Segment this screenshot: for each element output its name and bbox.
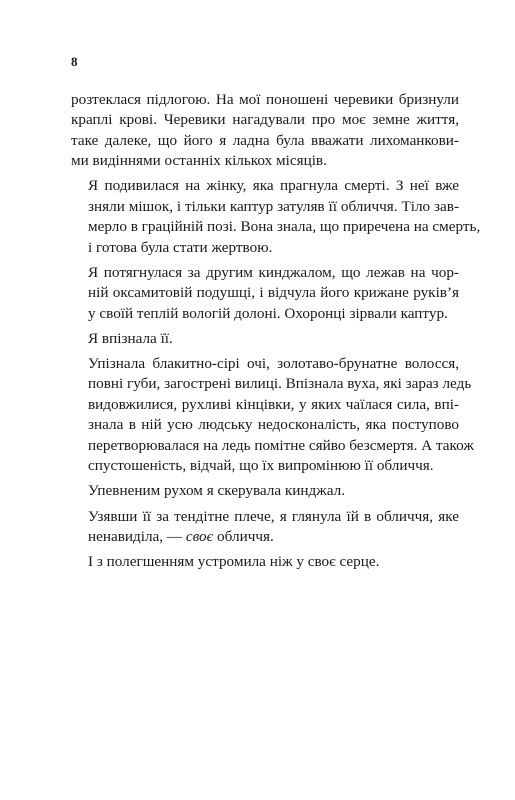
emphasis-word: своє [185, 527, 214, 545]
paragraph [71, 481, 459, 501]
paragraph [71, 263, 459, 324]
text-line: мерло в граційній позі. Вона знала, що приречена на смерть, [88, 218, 481, 236]
text-line: таке далеке, що його я ладна була вважати лихоманкови- [71, 131, 459, 149]
paragraph [71, 354, 474, 476]
text-line: Упевненим рухом я скерувала кинджал. [88, 482, 346, 500]
text-line: видовжилися, рухливі кінцівки, у яких чаїлася сила, впі- [88, 395, 459, 413]
paragraph [71, 507, 459, 548]
text-line: І з полегшенням устромила ніж у своє серце. [88, 553, 380, 571]
text-line: зняли мішок, і тільки каптур затуляв її обличчя. Тіло зав- [88, 197, 459, 215]
text-line: повні губи, загострені вилиці. Впізнала вуха, які зараз ледь [88, 375, 472, 393]
text-fragment: обличчя. [213, 527, 274, 545]
text-line: розтеклася підлогою. На мої поношені черевики бризнули [71, 91, 459, 108]
text-fragment: ненавиділа, — [88, 527, 186, 545]
text-line: спустошеність, відчай, що їх випромінюю її обличчя. [88, 457, 434, 475]
text-line [71, 527, 459, 547]
text-line: Упізнала блакитно-сірі очі, золотаво-брунатне волосся, [88, 355, 459, 373]
text-line: Я подивилася на жінку, яка прагнула смерті. З неї вже [88, 177, 459, 195]
text-line: перетворювалася на ледь помітне сяйво безсмертя. А також [88, 436, 474, 454]
text-line: Я впізнала її. [88, 329, 173, 347]
text-line: Узявши її за тендітне плече, я глянула їй в обличчя, яке [88, 507, 459, 525]
text-line: у своїй теплій вологій долоні. Охоронці зірвали каптур. [88, 304, 448, 322]
paragraph [71, 329, 459, 349]
page-number: 8 [71, 54, 78, 69]
text-line: і готова була стати жертвою. [88, 238, 273, 256]
text-line: ній оксамитовій подушці, і відчула його крижане руків’я [88, 284, 459, 302]
paragraph [71, 176, 481, 258]
paragraph [71, 90, 459, 172]
body-text [71, 90, 481, 577]
text-line: Я потягнулася за другим кинджалом, що лежав на чор- [88, 263, 459, 281]
text-line: краплі крові. Черевики нагадували про моє земне життя, [71, 111, 459, 129]
text-line: ми видіннями останніх кількох місяців. [71, 152, 327, 170]
paragraph [71, 552, 459, 572]
text-line: знала в ній усю людську недосконалість, яка поступово [88, 416, 459, 434]
